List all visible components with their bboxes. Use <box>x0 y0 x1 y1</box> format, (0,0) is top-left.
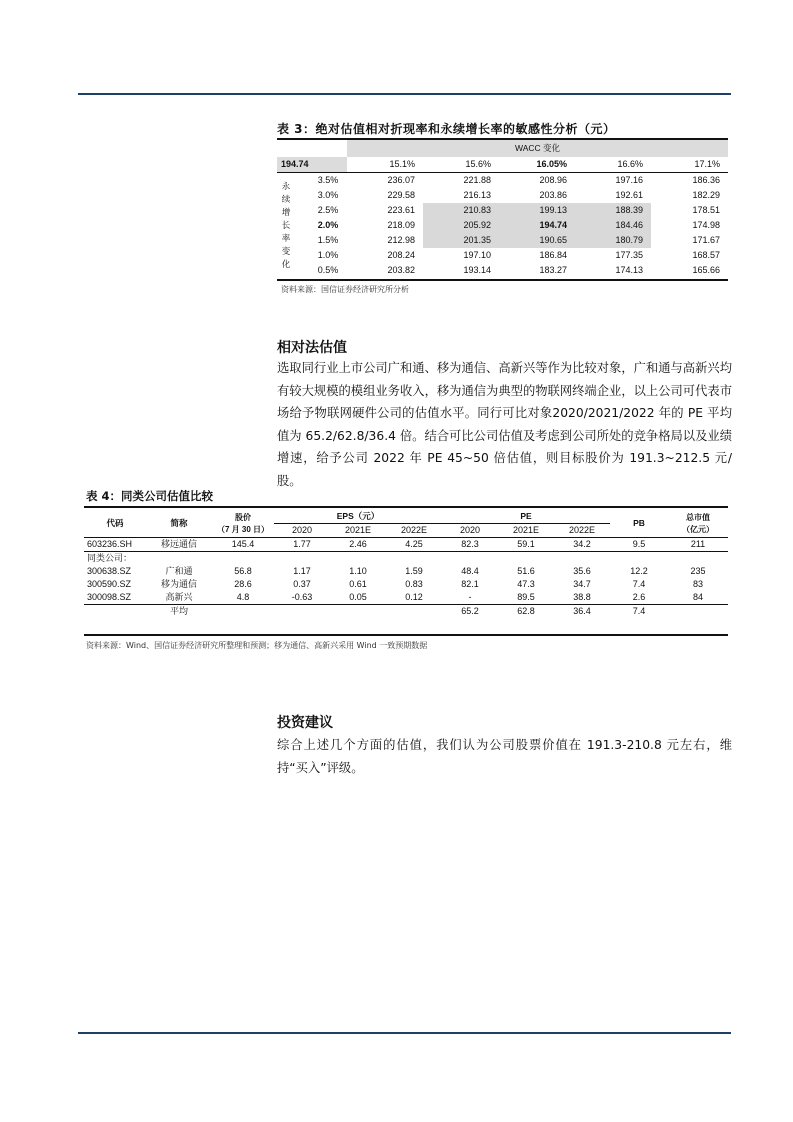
table4-header-code: 代码 <box>84 510 146 538</box>
table4-average-pb: 7.4 <box>632 606 646 616</box>
table3-cell: 171.67 <box>692 235 721 245</box>
table3-cell: 168.57 <box>692 250 721 260</box>
table4-header-mcap-line2: （亿元） <box>682 524 714 534</box>
table4-average-empty <box>274 605 330 619</box>
table3-cell: 190.65 <box>499 233 575 248</box>
section-body-invest: 综合上述几个方面的估值，我们认为公司股票价值在 191.3-210.8 元左右，维持“买入”评级。 <box>277 738 732 775</box>
table4-header-price-line2: （7 月 30 日） <box>216 524 269 534</box>
header-rule <box>78 93 731 95</box>
table4-average-empty <box>330 605 386 619</box>
table3-cell: 182.29 <box>692 190 721 200</box>
table3-cell: 197.16 <box>615 175 643 185</box>
table3-wacc-rate: 16.05% <box>499 157 575 173</box>
table4-header-pe: PE <box>442 510 610 524</box>
table3-growth-rate: 2.5% <box>317 205 339 215</box>
table3-cell: 177.35 <box>615 250 643 260</box>
table3-corner <box>277 140 347 157</box>
table3-growth-rate: 2.0% <box>317 220 339 230</box>
table3-growth-char: 化 <box>281 259 291 269</box>
table4-cell-name: 广和通 <box>165 566 193 576</box>
table4-peer-valuation <box>84 510 728 618</box>
table3-cell: 205.92 <box>423 218 499 233</box>
table3-cell: 223.61 <box>387 205 415 215</box>
table4-average-empty <box>668 605 728 619</box>
table3-growth-char: 长 <box>281 220 291 230</box>
table4-cell-pe: 89.5 <box>498 591 554 605</box>
table4-average-pe: 36.4 <box>573 606 591 616</box>
table4-cell-eps: -0.63 <box>274 591 330 605</box>
table3-growth-rate: 1.5% <box>317 235 339 245</box>
table3-cell: 174.98 <box>692 220 721 230</box>
table4-row <box>84 565 728 578</box>
table3-bottom-border <box>277 279 728 281</box>
table4-cell-pe: 47.3 <box>517 579 535 589</box>
table4-cell-pb: 9.5 <box>610 538 668 552</box>
table3-cell: 197.10 <box>463 250 491 260</box>
table4-cell-price: 4.8 <box>212 591 274 605</box>
table3-row <box>277 233 728 248</box>
section-heading-relative: 相对法估值 <box>277 340 347 356</box>
table4-cell-name: 高新兴 <box>146 591 212 605</box>
table4-cell-code: 300590.SZ <box>87 579 132 589</box>
table4-row <box>84 578 728 591</box>
table4-header-name: 简称 <box>146 510 212 538</box>
table4-cell-price: 28.6 <box>234 579 252 589</box>
table4-peer-label-row <box>84 552 728 566</box>
table3-cell: 201.35 <box>423 233 499 248</box>
table3-wacc-rate: 15.1% <box>347 157 423 173</box>
table4-cell-price: 145.4 <box>212 538 274 552</box>
table4-row <box>84 591 728 605</box>
footer-rule <box>78 1032 731 1034</box>
table4-cell-code: 300098.SZ <box>84 591 146 605</box>
table4-cell-pe: 82.1 <box>461 579 479 589</box>
table4-cell-pe: - <box>442 591 498 605</box>
table4-cell-pe: 38.8 <box>554 591 610 605</box>
table3-sensitivity <box>277 140 728 278</box>
table3-growth-char: 率 <box>281 233 291 243</box>
table4-cell-name: 移远通信 <box>146 538 212 552</box>
table4-average-empty <box>84 605 146 619</box>
table3-cell: 186.36 <box>692 175 721 185</box>
table4-bottom-border <box>84 634 728 636</box>
table3-cell: 192.61 <box>615 190 643 200</box>
table3-cell: 218.09 <box>387 220 415 230</box>
table3-wacc-rate: 16.6% <box>575 157 651 173</box>
table3-wacc-rate: 15.6% <box>423 157 499 173</box>
table3-cell: 186.84 <box>539 250 567 260</box>
table4-cell-code: 300638.SZ <box>87 566 132 576</box>
table4-header-year: 2021E <box>498 524 554 538</box>
table3-cell: 212.98 <box>387 235 415 245</box>
table3-cell: 183.27 <box>539 265 567 275</box>
table3-growth-char: 增 <box>281 207 291 217</box>
table4-cell-pb: 7.4 <box>632 579 646 589</box>
table4-cell-eps: 4.25 <box>386 538 442 552</box>
table3-wacc-rate: 17.1% <box>651 157 728 173</box>
table4-header-mcap-line1: 总市值 <box>686 512 710 522</box>
table4-cell-mcap: 235 <box>690 566 706 576</box>
table4-header-year: 2020 <box>442 524 498 538</box>
table3-wacc-label: WACC 变化 <box>347 140 728 157</box>
table4-cell-eps: 2.46 <box>330 538 386 552</box>
table3-cell: 236.07 <box>387 175 415 185</box>
table4-average-empty <box>212 605 274 619</box>
table3-cell: 184.46 <box>575 218 651 233</box>
table4-cell-pe: 48.4 <box>461 566 479 576</box>
table4-title: 表 4：同类公司估值比较 <box>86 489 214 503</box>
table4-cell-mcap: 84 <box>668 591 728 605</box>
table3-cell: 174.13 <box>615 265 643 275</box>
table4-top-border <box>84 506 728 508</box>
table3-growth-rate: 0.5% <box>317 265 339 275</box>
table3-cell: 178.51 <box>692 205 721 215</box>
table3-cell: 180.79 <box>575 233 651 248</box>
table4-average-pe: 62.8 <box>517 606 535 616</box>
table3-cell: 199.13 <box>499 203 575 218</box>
table4-cell-eps: 1.59 <box>405 566 423 576</box>
table3-growth-rate: 1.0% <box>317 250 339 260</box>
table4-cell-pb: 2.6 <box>610 591 668 605</box>
table4-cell-eps: 1.17 <box>293 566 311 576</box>
table3-title: 表 3：绝对估值相对折现率和永续增长率的敏感性分析（元） <box>277 122 616 136</box>
table3-cell: 194.74 <box>499 218 575 233</box>
table4-cell-pe: 82.3 <box>442 538 498 552</box>
table4-cell-eps: 0.37 <box>293 579 311 589</box>
table4-header-year: 2022E <box>554 524 610 538</box>
table4-header-mcap <box>668 510 728 538</box>
table4-cell-pe: 34.2 <box>554 538 610 552</box>
table4-cell-pb: 12.2 <box>630 566 648 576</box>
table3-cell: 229.58 <box>387 190 415 200</box>
table3-cell: 203.82 <box>387 265 415 275</box>
table4-header-price-line1: 股价 <box>235 512 251 522</box>
section-body-relative: 选取同行业上市公司广和通、移为通信、高新兴等作为比较对象，广和通与高新兴均有较大规模的模组业务收入，移为通信为典型的物联网终端企业，以上公司可代表市场给予物联网硬件公司的估值水平。同行可比对象2020/2021/2022 年的 PE 平均值为 65.2/62.8/36.4 倍。结合可比公司估值及考虑到公司所处的竞争格局以及业绩增速，给予公司 2022 年 PE 45~50 倍估值，则目标股价为 191.3~212.5 元/股。 <box>277 361 732 488</box>
table4-header-year: 2022E <box>386 524 442 538</box>
table3-cell: 203.86 <box>539 190 567 200</box>
table4-average-empty <box>386 605 442 619</box>
table4-cell-price: 56.8 <box>234 566 252 576</box>
table4-cell-pe: 51.6 <box>517 566 535 576</box>
table3-cell: 216.13 <box>463 190 491 200</box>
table4-average-row <box>84 605 728 619</box>
table3-growth-rate: 3.5% <box>317 175 339 185</box>
table4-header-year: 2021E <box>330 524 386 538</box>
table3-row <box>277 218 728 233</box>
table4-header-eps: EPS（元） <box>274 510 442 524</box>
table4-cell-eps: 0.61 <box>349 579 367 589</box>
table3-cell: 165.66 <box>692 265 721 275</box>
table3-row <box>277 188 728 203</box>
table4-cell-mcap: 211 <box>668 538 728 552</box>
table3-cell: 221.88 <box>463 175 491 185</box>
table3-growth-rate: 3.0% <box>317 190 339 200</box>
table4-cell-pe: 34.7 <box>573 579 591 589</box>
table3-growth-char: 变 <box>281 246 291 256</box>
table3-cell: 210.83 <box>423 203 499 218</box>
table3-source: 资料来源：国信证券经济研究所分析 <box>281 285 409 294</box>
table4-cell-pe: 35.6 <box>573 566 591 576</box>
table4-average-label: 平均 <box>169 606 188 616</box>
table3-growth-char: 续 <box>281 194 291 204</box>
table4-cell-eps: 0.05 <box>330 591 386 605</box>
table3-center-value: 194.74 <box>277 157 347 173</box>
table4-header-year: 2020 <box>274 524 330 538</box>
table3-row <box>277 203 728 218</box>
table4-cell-mcap: 83 <box>692 579 703 589</box>
table3-cell: 208.24 <box>387 250 415 260</box>
table4-header-price <box>212 510 274 538</box>
table4-cell-eps: 1.77 <box>274 538 330 552</box>
section-heading-invest: 投资建议 <box>277 715 333 731</box>
table4-source: 资料来源：Wind、国信证券经济研究所整理和预测；移为通信、高新兴采用 Wind 一致预期数据 <box>86 641 428 650</box>
table4-cell-eps: 0.12 <box>386 591 442 605</box>
table3-row <box>277 248 728 263</box>
table4-cell-pe: 59.1 <box>498 538 554 552</box>
table3-cell: 208.96 <box>539 175 567 185</box>
table3-growth-char: 永 <box>281 181 291 191</box>
table4-row <box>84 538 728 552</box>
table3-cell: 193.14 <box>463 265 491 275</box>
table3-row <box>277 173 728 189</box>
table4-peer-label: 同类公司： <box>87 553 133 563</box>
table4-cell-name: 移为通信 <box>160 579 197 589</box>
table3-cell: 188.39 <box>575 203 651 218</box>
table4-cell-code: 603236.SH <box>84 538 146 552</box>
table4-header-pb: PB <box>610 510 668 538</box>
table4-cell-eps: 1.10 <box>349 566 367 576</box>
table3-growth-label <box>277 173 295 279</box>
table3-row <box>277 263 728 278</box>
table4-cell-eps: 0.83 <box>405 579 423 589</box>
table4-average-pe: 65.2 <box>461 606 479 616</box>
